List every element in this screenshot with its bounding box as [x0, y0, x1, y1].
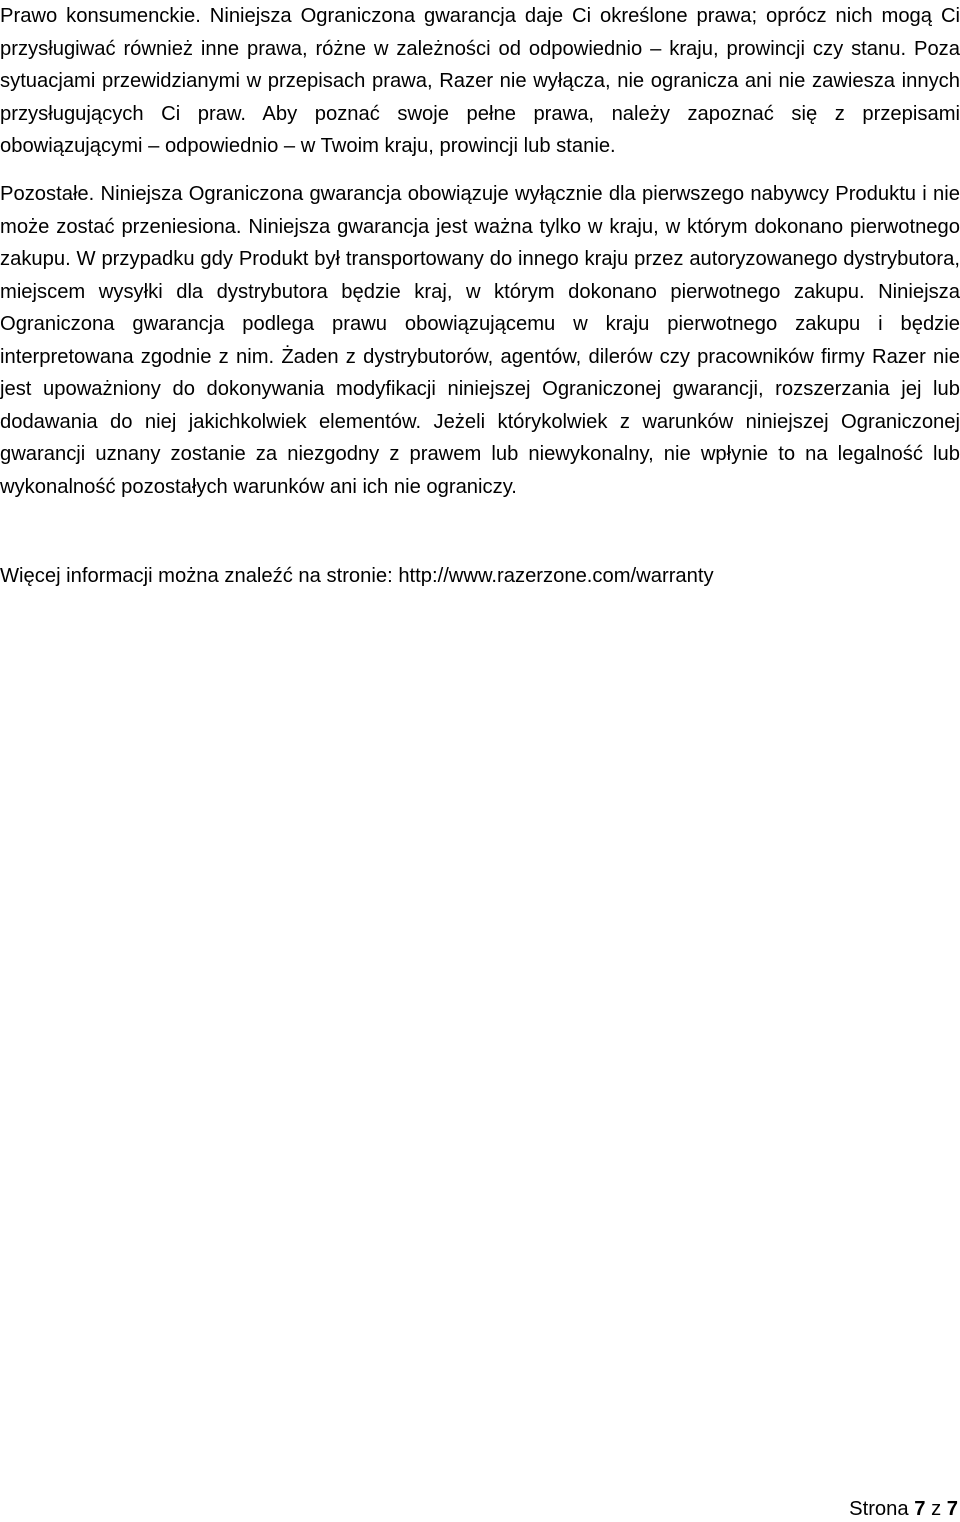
more-info-label: Więcej informacji można znaleźć na stronie:	[0, 565, 393, 587]
paragraph-text: Niniejsza Ograniczona gwarancja daje Ci określone prawa; oprócz nich mogą Ci przysługiwać również inne prawa, różne w zależności od odpowiednio – kraju, prowincji czy stanu. Poza sytuacjami przewidzianymi w przepisach prawa, Razer nie wyłącza, nie ogranicza ani nie zawiesza innych przysługujących Ci praw. Aby poznać swoje pełne prawa, należy zapoznać się z przepisami obowiązującymi – odpowiednio – w Twoim kraju, prowincji lub stanie.	[0, 5, 960, 157]
paragraph-other	[0, 178, 960, 503]
total-pages-number: 7	[946, 1498, 958, 1520]
more-info-line	[0, 560, 960, 593]
page-number-footer	[849, 1496, 958, 1522]
paragraph-heading: Pozostałe.	[0, 183, 95, 205]
paragraph-text: Niniejsza Ograniczona gwarancja obowiązuje wyłącznie dla pierwszego nabywcy Produktu i nie może zostać przeniesiona. Niniejsza gwarancja jest ważna tylko w kraju, w którym dokonano pierwotnego zakupu. W przypadku gdy Produkt był transportowany do innego kraju przez autoryzowanego dystrybutora, miejscem wysyłki dla dystrybutora będzie kraj, w którym dokonano pierwotnego zakupu. Niniejsza Ograniczona gwarancja podlega prawu obowiązującemu w kraju pierwotnego zakupu i będzie interpretowana zgodnie z nim. Żaden z dystrybutorów, agentów, dilerów czy pracowników firmy Razer nie jest upoważniony do dokonywania modyfikacji niniejszej Ograniczonej gwarancji, rozszerzania jej lub dodawania do niej jakichkolwiek elementów. Jeżeli którykolwiek z warunków niniejszej Ograniczonej gwarancji uznany zostanie za niezgodny z prawem lub niewykonalny, nie wpłynie to na legalność lub wykonalność pozostałych warunków ani ich nie ograniczy.	[0, 183, 960, 498]
paragraph-heading: Prawo konsumenckie.	[0, 5, 201, 27]
warranty-link[interactable]: http://www.razerzone.com/warranty	[398, 565, 714, 587]
paragraph-consumer-law	[0, 0, 960, 163]
page-separator: z	[931, 1498, 942, 1520]
page-label: Strona	[849, 1498, 909, 1520]
current-page-number: 7	[914, 1498, 926, 1520]
